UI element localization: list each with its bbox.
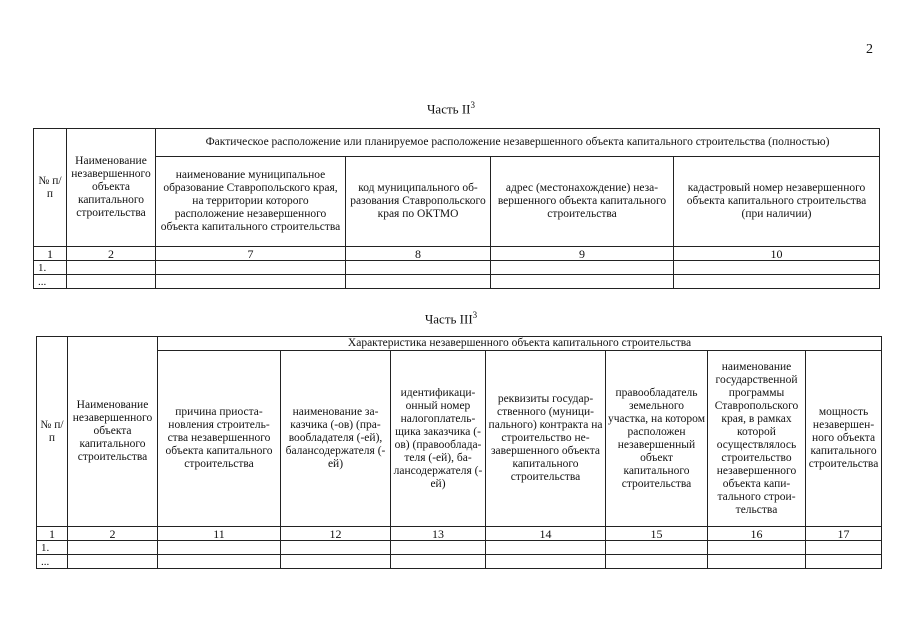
row-number: 1. [37, 541, 68, 555]
table-cell [281, 541, 391, 555]
part3-title-footnote: 3 [472, 310, 478, 320]
part2-header-name: Наименование незавершенного объекта капитального строительства [67, 129, 156, 247]
table-cell [158, 541, 281, 555]
table-cell [281, 555, 391, 569]
part3-subheader-suspension-reason: причина приостановления строительства незавершенного объекта капитального строительства [158, 351, 281, 527]
table-cell [68, 555, 158, 569]
part3-col-number: 1 [37, 527, 68, 541]
table-cell [391, 541, 486, 555]
part2-title-text: Часть II [426, 101, 471, 117]
part3-col-number: 16 [708, 527, 806, 541]
table-cell [606, 541, 708, 555]
part3-subheader-land-owner: правообладатель земельного участка, на котором расположен незавершенный объект капитального строительства [606, 351, 708, 527]
part3-col-number: 15 [606, 527, 708, 541]
part3-table [36, 336, 882, 569]
table-cell [346, 275, 491, 289]
table-cell [67, 275, 156, 289]
table-cell [708, 555, 806, 569]
table-cell [486, 541, 606, 555]
table-cell [158, 555, 281, 569]
table-row [37, 541, 882, 555]
part3-col-number: 13 [391, 527, 486, 541]
table-cell [674, 261, 880, 275]
part3-subheader-customer-name: наименование заказчика (-ов) (правообладателя (-ей), балансодержателя (-ей) [281, 351, 391, 527]
part3-subheader-inn: идентификационный номер налогоплательщика заказчика (-ов) (правообладателя (-ей), балансодержателя (-ей) [391, 351, 486, 527]
table-cell [674, 275, 880, 289]
part2-col-number: 7 [156, 247, 346, 261]
part2-title-footnote: 3 [470, 100, 475, 110]
table-cell [68, 541, 158, 555]
part2-subheader-municipality: наименование муниципальное образование Ставропольского края, на территории которого расположение незавершенного объекта капитального строительства [156, 157, 346, 247]
table-cell [806, 555, 882, 569]
table-cell [606, 555, 708, 569]
part2-subheader-cadastral: кадастровый номер незавершенного объекта капитального строительства (при наличии) [674, 157, 880, 247]
part2-table [33, 128, 880, 289]
page-number: 2 [866, 42, 873, 57]
table-cell [491, 275, 674, 289]
part3-subheader-contract: реквизиты государственного (муниципального) контракта на строительство незавершенного объекта капитального строительства [486, 351, 606, 527]
table-cell [346, 261, 491, 275]
table-row [37, 555, 882, 569]
part2-group-header: Фактическое расположение или планируемое расположение незавершенного объекта капитального строительства (полностью) [156, 129, 880, 157]
part3-col-number: 12 [281, 527, 391, 541]
part3-number-row [37, 527, 882, 541]
table-cell [491, 261, 674, 275]
part2-title [0, 100, 902, 117]
table-cell [156, 275, 346, 289]
table-row [34, 275, 880, 289]
part3-title [0, 310, 902, 327]
part3-col-number: 2 [68, 527, 158, 541]
part3-subheader-program: наименование государственной программы Ставропольского края, в рамках которой осуществлялось строительство незавершенного объекта капитального строительства [708, 351, 806, 527]
part2-subheader-oktmo: код муниципального образования Ставропольского края по ОКТМО [346, 157, 491, 247]
part2-number-row [34, 247, 880, 261]
table-cell [67, 261, 156, 275]
part3-header-name: Наименование незавершенного объекта капитального строительства [68, 337, 158, 527]
part2-subheader-address: адрес (местонахождение) незавершенного объекта капитального строительства [491, 157, 674, 247]
part2-col-number: 9 [491, 247, 674, 261]
row-number: 1. [34, 261, 67, 275]
part3-col-number: 14 [486, 527, 606, 541]
table-cell [156, 261, 346, 275]
part3-title-text: Часть III [424, 311, 473, 327]
part2-header-no: № п/п [34, 129, 67, 247]
part3-header-no: № п/п [37, 337, 68, 527]
part2-col-number: 1 [34, 247, 67, 261]
table-cell [486, 555, 606, 569]
table-cell [806, 541, 882, 555]
table-cell [391, 555, 486, 569]
part3-group-header: Характеристика незавершенного объекта капитального строительства [158, 337, 882, 351]
part2-col-number: 2 [67, 247, 156, 261]
part3-col-number: 11 [158, 527, 281, 541]
part2-col-number: 8 [346, 247, 491, 261]
row-number: ... [34, 275, 67, 289]
table-cell [708, 541, 806, 555]
part3-col-number: 17 [806, 527, 882, 541]
part2-col-number: 10 [674, 247, 880, 261]
table-row [34, 261, 880, 275]
part3-subheader-capacity: мощность незавершенного объекта капитального строительства [806, 351, 882, 527]
row-number: ... [37, 555, 68, 569]
